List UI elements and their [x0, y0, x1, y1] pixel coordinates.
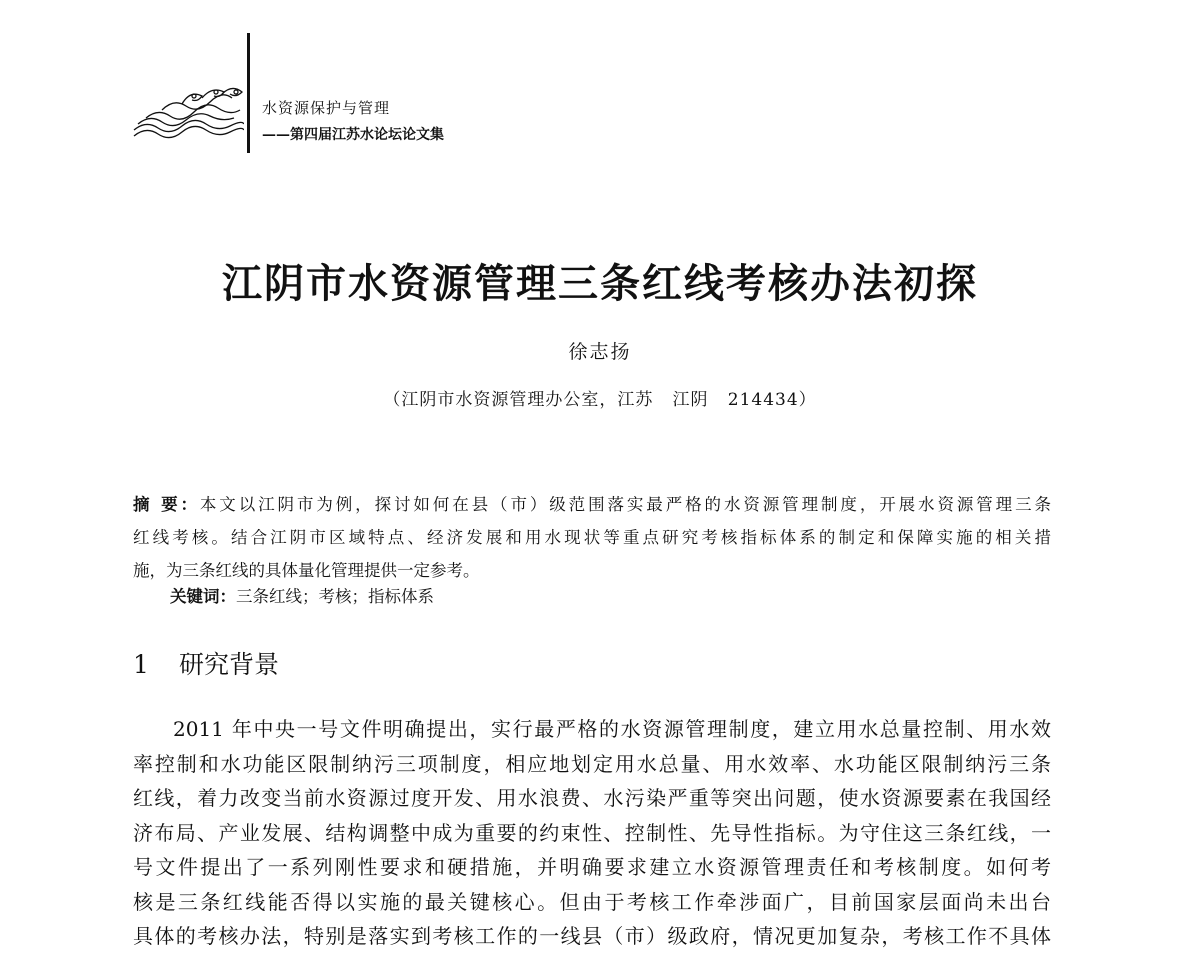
- section-body: [133, 712, 1051, 954]
- keywords-label: 关键词：: [170, 587, 236, 606]
- section-title: 研究背景: [179, 650, 280, 679]
- header-vertical-rule: [247, 33, 250, 153]
- keywords-text: 三条红线；考核；指标体系: [236, 587, 434, 606]
- series-subtitle: ——第四届江苏水论坛论文集: [262, 127, 444, 143]
- body-line: 具体的考核办法，特别是落实到考核工作的一线县（市）级政府，情况更加复杂，考核工作不具体: [133, 924, 1051, 948]
- body-line: 红线，着力改变当前水资源过度开发、用水浪费、水污染严重等突出问题，使水资源要素在我国经: [133, 786, 1051, 810]
- body-line: 号文件提出了一系列刚性要求和硬措施，并明确要求建立水资源管理责任和考核制度。如何考: [133, 855, 1051, 879]
- abstract-line: 摘 要：本文以江阴市为例，探讨如何在县（市）级范围落实最严格的水资源管理制度，开展水资源管理三条: [133, 495, 1052, 514]
- abstract-line: 红线考核。结合江阴市区域特点、经济发展和用水现状等重点研究考核指标体系的制定和保障实施的相关措: [133, 528, 1051, 547]
- body-line: 济布局、产业发展、结构调整中成为重要的约束性、控制性、先导性指标。为守住这三条红线，一: [133, 820, 1051, 845]
- section-number: 1: [133, 650, 149, 679]
- body-line: 率控制和水功能区限制纳污三项制度，相应地划定用水总量、用水效率、水功能区限制纳污三条: [133, 751, 1051, 776]
- section-heading: [133, 645, 279, 681]
- abstract-label: 摘 要：: [133, 495, 200, 514]
- author-name: 徐志扬: [568, 341, 632, 363]
- author-affiliation: （江阴市水资源管理办公室，江苏 江阴 214434）: [383, 390, 817, 410]
- waves-logo-icon: [132, 86, 244, 142]
- series-title: 水资源保护与管理: [262, 99, 391, 117]
- abstract-line: 施，为三条红线的具体量化管理提供一定参考。: [133, 561, 480, 580]
- abstract: [133, 488, 1051, 587]
- body-line: 2011 年中央一号文件明确提出，实行最严格的水资源管理制度，建立用水总量控制、用水效: [173, 717, 1051, 741]
- body-line: 核是三条红线能否得以实施的最关键核心。但由于考核工作牵涉面广，目前国家层面尚未出台: [133, 889, 1051, 914]
- keywords: [170, 583, 434, 607]
- paper-title: 江阴市水资源管理三条红线考核办法初探: [222, 260, 978, 307]
